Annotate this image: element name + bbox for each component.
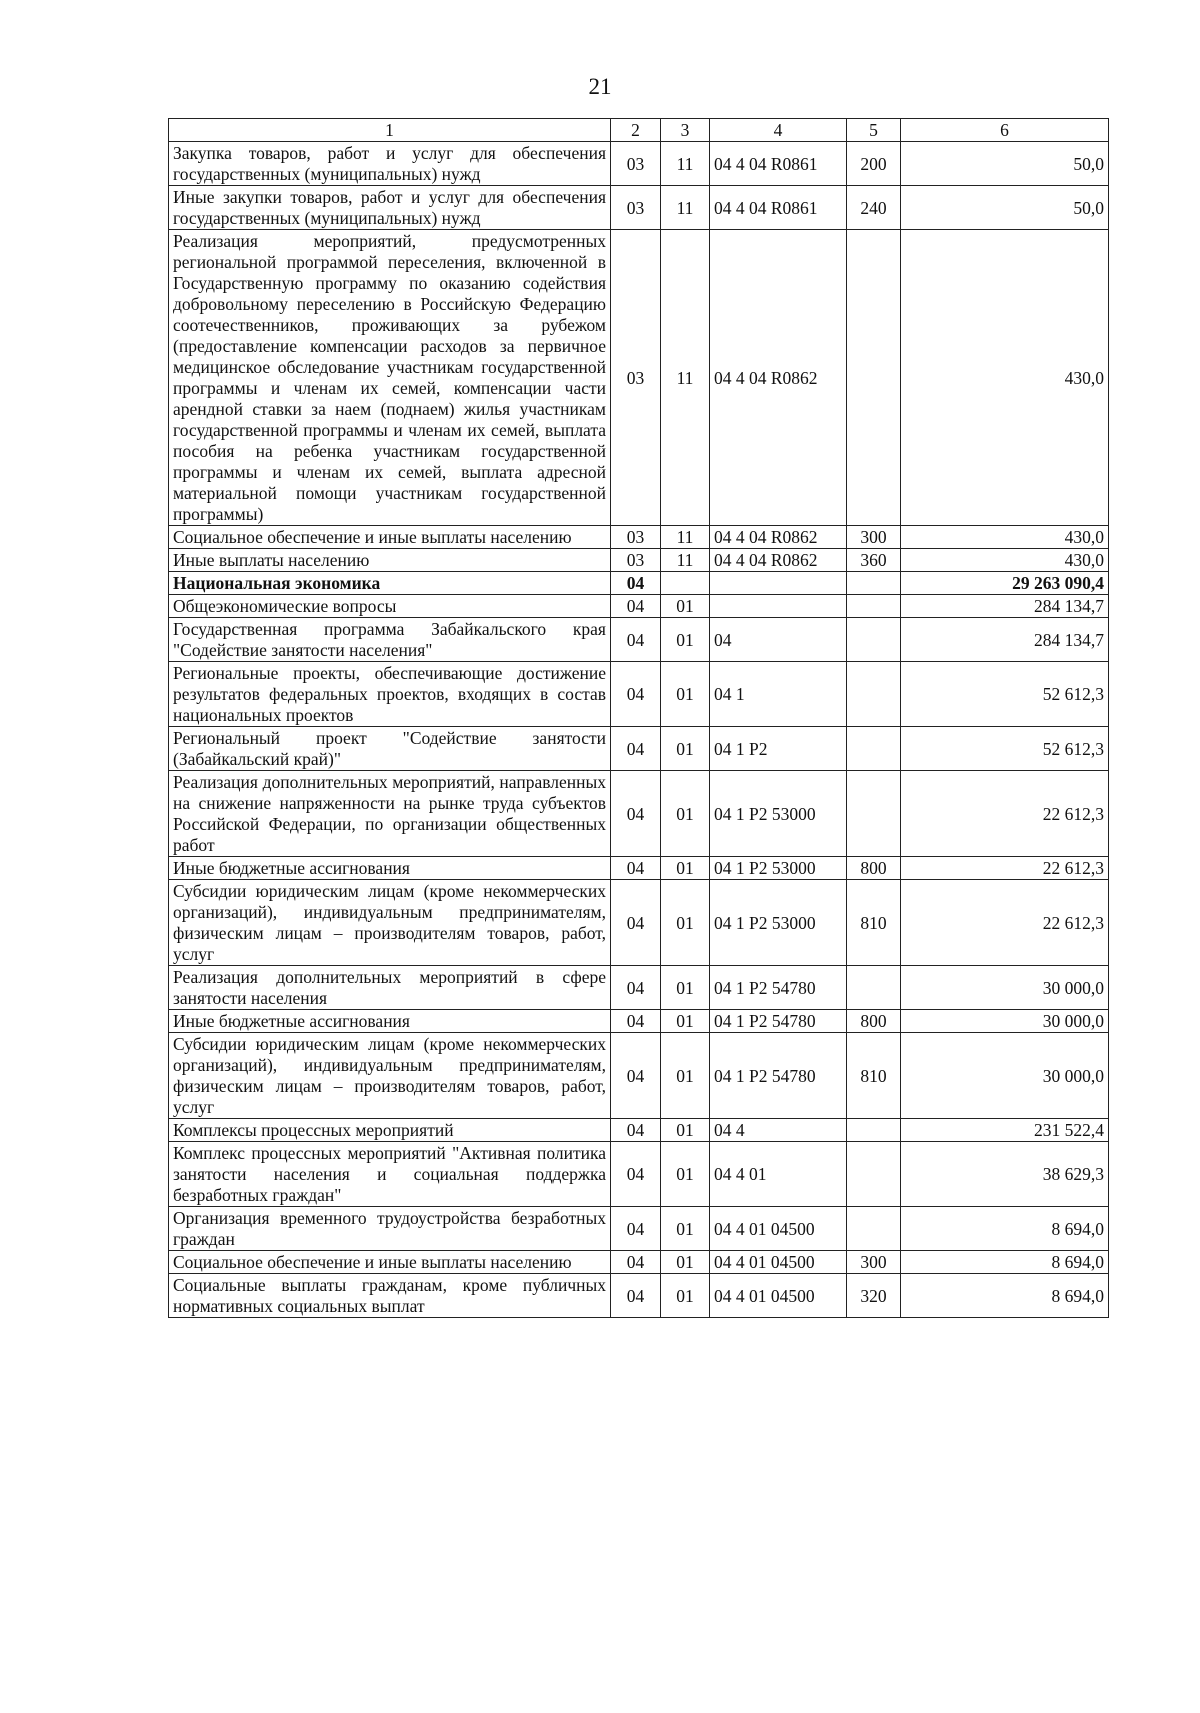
row-expense-type-cell [847, 662, 901, 727]
row-amount-cell: 30 000,0 [901, 1033, 1109, 1119]
column-header: 2 [611, 119, 661, 142]
row-subsection-cell: 11 [661, 230, 710, 526]
row-expense-type-cell: 300 [847, 526, 901, 549]
row-expense-type-cell: 200 [847, 142, 901, 186]
row-expense-type-cell [847, 1142, 901, 1207]
row-subsection-cell: 01 [661, 771, 710, 857]
row-section-cell: 04 [611, 1010, 661, 1033]
row-name-cell: Закупка товаров, работ и услуг для обеспечения государственных (муниципальных) нужд [169, 142, 611, 186]
row-section-cell: 04 [611, 572, 661, 595]
table-row [169, 662, 1109, 727]
row-target-code-cell: 04 4 04 R0861 [710, 186, 847, 230]
row-amount-cell: 284 134,7 [901, 595, 1109, 618]
row-subsection-cell: 01 [661, 1010, 710, 1033]
row-amount-cell: 22 612,3 [901, 771, 1109, 857]
row-section-cell: 04 [611, 1207, 661, 1251]
row-expense-type-cell [847, 595, 901, 618]
row-expense-type-cell [847, 1207, 901, 1251]
row-section-cell: 03 [611, 142, 661, 186]
row-name-cell: Реализация мероприятий, предусмотренных региональной программой переселения, включенной в Государственную программу по оказанию содействия добровольному переселению в Российскую Федерацию соотечественников, проживающих за рубежом (предоставление компенсации расходов за первичное медицинское обследование участникам государственной программы и членам их семей, компенсации части арендной ставки за наем (поднаем) жилья участникам государственной программы и членам их семей, выплата пособия на ребенка участникам государственной программы и членам их семей, выплата адресной материальной помощи участникам государственной программы) [169, 230, 611, 526]
row-section-cell: 04 [611, 857, 661, 880]
row-section-cell: 04 [611, 1119, 661, 1142]
row-section-cell: 04 [611, 1274, 661, 1318]
row-subsection-cell: 01 [661, 1207, 710, 1251]
row-name-cell: Иные выплаты населению [169, 549, 611, 572]
table-row [169, 880, 1109, 966]
budget-table [168, 118, 1109, 1318]
table-row [169, 572, 1109, 595]
row-name-cell: Социальные выплаты гражданам, кроме публичных нормативных социальных выплат [169, 1274, 611, 1318]
row-amount-cell: 22 612,3 [901, 880, 1109, 966]
row-amount-cell: 231 522,4 [901, 1119, 1109, 1142]
table-row [169, 966, 1109, 1010]
column-header: 5 [847, 119, 901, 142]
table-row [169, 771, 1109, 857]
row-subsection-cell: 01 [661, 1033, 710, 1119]
row-name-cell: Субсидии юридическим лицам (кроме некоммерческих организаций), индивидуальным предпринимателям, физическим лицам – производителям товаров, работ, услуг [169, 1033, 611, 1119]
row-amount-cell: 38 629,3 [901, 1142, 1109, 1207]
row-amount-cell: 430,0 [901, 549, 1109, 572]
row-section-cell: 04 [611, 1033, 661, 1119]
row-target-code-cell: 04 1 P2 53000 [710, 771, 847, 857]
row-name-cell: Общеэкономические вопросы [169, 595, 611, 618]
row-amount-cell: 430,0 [901, 526, 1109, 549]
row-subsection-cell [661, 572, 710, 595]
row-name-cell: Государственная программа Забайкальского края "Содействие занятости населения" [169, 618, 611, 662]
table-row [169, 1119, 1109, 1142]
table-row [169, 142, 1109, 186]
column-header: 1 [169, 119, 611, 142]
row-subsection-cell: 01 [661, 595, 710, 618]
row-name-cell: Иные бюджетные ассигнования [169, 1010, 611, 1033]
row-expense-type-cell [847, 966, 901, 1010]
row-name-cell: Иные закупки товаров, работ и услуг для обеспечения государственных (муниципальных) нужд [169, 186, 611, 230]
table-row [169, 618, 1109, 662]
row-target-code-cell [710, 572, 847, 595]
table-header-row [169, 119, 1109, 142]
row-expense-type-cell: 800 [847, 857, 901, 880]
row-subsection-cell: 01 [661, 1142, 710, 1207]
row-target-code-cell: 04 1 P2 54780 [710, 1033, 847, 1119]
table-body [169, 142, 1109, 1318]
row-amount-cell: 29 263 090,4 [901, 572, 1109, 595]
table-row [169, 857, 1109, 880]
table-row [169, 186, 1109, 230]
row-section-cell: 04 [611, 727, 661, 771]
row-section-cell: 03 [611, 230, 661, 526]
table-row [169, 1033, 1109, 1119]
row-amount-cell: 52 612,3 [901, 662, 1109, 727]
row-section-cell: 04 [611, 1142, 661, 1207]
row-expense-type-cell: 320 [847, 1274, 901, 1318]
row-subsection-cell: 01 [661, 618, 710, 662]
column-header: 6 [901, 119, 1109, 142]
row-expense-type-cell: 240 [847, 186, 901, 230]
row-name-cell: Иные бюджетные ассигнования [169, 857, 611, 880]
row-subsection-cell: 01 [661, 880, 710, 966]
row-expense-type-cell: 810 [847, 880, 901, 966]
row-target-code-cell: 04 4 01 [710, 1142, 847, 1207]
row-expense-type-cell [847, 572, 901, 595]
row-amount-cell: 8 694,0 [901, 1207, 1109, 1251]
table-row [169, 1142, 1109, 1207]
table-row [169, 1010, 1109, 1033]
table-row [169, 727, 1109, 771]
column-header: 4 [710, 119, 847, 142]
row-expense-type-cell [847, 771, 901, 857]
row-target-code-cell: 04 4 04 R0862 [710, 526, 847, 549]
row-name-cell: Реализация дополнительных мероприятий, направленных на снижение напряженности на рынке труда субъектов Российской Федерации, по организации общественных работ [169, 771, 611, 857]
row-name-cell: Комплекс процессных мероприятий "Активная политика занятости населения и социальная поддержка безработных граждан" [169, 1142, 611, 1207]
row-target-code-cell: 04 1 [710, 662, 847, 727]
row-section-cell: 04 [611, 880, 661, 966]
row-amount-cell: 50,0 [901, 142, 1109, 186]
row-target-code-cell: 04 4 01 04500 [710, 1207, 847, 1251]
row-subsection-cell: 01 [661, 857, 710, 880]
row-section-cell: 03 [611, 549, 661, 572]
row-amount-cell: 8 694,0 [901, 1251, 1109, 1274]
row-target-code-cell: 04 1 P2 [710, 727, 847, 771]
row-subsection-cell: 01 [661, 1119, 710, 1142]
row-expense-type-cell [847, 727, 901, 771]
row-name-cell: Региональные проекты, обеспечивающие достижение результатов федеральных проектов, входящих в состав национальных проектов [169, 662, 611, 727]
table-row [169, 595, 1109, 618]
row-name-cell: Субсидии юридическим лицам (кроме некоммерческих организаций), индивидуальным предпринимателям, физическим лицам – производителям товаров, работ, услуг [169, 880, 611, 966]
row-section-cell: 04 [611, 966, 661, 1010]
row-target-code-cell [710, 595, 847, 618]
table-row [169, 1274, 1109, 1318]
row-name-cell: Региональный проект "Содействие занятости (Забайкальский край)" [169, 727, 611, 771]
row-target-code-cell: 04 4 04 R0862 [710, 549, 847, 572]
row-name-cell: Социальное обеспечение и иные выплаты населению [169, 1251, 611, 1274]
row-subsection-cell: 11 [661, 142, 710, 186]
table-row [169, 526, 1109, 549]
row-section-cell: 04 [611, 662, 661, 727]
row-expense-type-cell [847, 1119, 901, 1142]
row-target-code-cell: 04 1 P2 54780 [710, 1010, 847, 1033]
page-number: 21 [588, 74, 612, 99]
row-subsection-cell: 01 [661, 662, 710, 727]
row-name-cell: Организация временного трудоустройства безработных граждан [169, 1207, 611, 1251]
row-amount-cell: 284 134,7 [901, 618, 1109, 662]
table-row [169, 1251, 1109, 1274]
row-subsection-cell: 01 [661, 966, 710, 1010]
row-amount-cell: 30 000,0 [901, 966, 1109, 1010]
row-target-code-cell: 04 4 04 R0861 [710, 142, 847, 186]
row-subsection-cell: 11 [661, 186, 710, 230]
row-section-cell: 04 [611, 771, 661, 857]
row-target-code-cell: 04 1 P2 53000 [710, 880, 847, 966]
row-expense-type-cell: 810 [847, 1033, 901, 1119]
row-subsection-cell: 11 [661, 549, 710, 572]
row-target-code-cell: 04 4 01 04500 [710, 1251, 847, 1274]
row-name-cell: Комплексы процессных мероприятий [169, 1119, 611, 1142]
row-expense-type-cell: 300 [847, 1251, 901, 1274]
row-target-code-cell: 04 4 01 04500 [710, 1274, 847, 1318]
row-subsection-cell: 01 [661, 727, 710, 771]
row-name-cell: Социальное обеспечение и иные выплаты населению [169, 526, 611, 549]
row-section-cell: 04 [611, 1251, 661, 1274]
row-amount-cell: 50,0 [901, 186, 1109, 230]
row-target-code-cell: 04 1 P2 54780 [710, 966, 847, 1010]
row-target-code-cell: 04 4 04 R0862 [710, 230, 847, 526]
row-amount-cell: 30 000,0 [901, 1010, 1109, 1033]
row-expense-type-cell: 800 [847, 1010, 901, 1033]
row-expense-type-cell [847, 230, 901, 526]
row-amount-cell: 52 612,3 [901, 727, 1109, 771]
table-row [169, 1207, 1109, 1251]
row-section-cell: 03 [611, 526, 661, 549]
row-target-code-cell: 04 4 [710, 1119, 847, 1142]
table-row [169, 549, 1109, 572]
row-expense-type-cell: 360 [847, 549, 901, 572]
row-target-code-cell: 04 [710, 618, 847, 662]
row-amount-cell: 8 694,0 [901, 1274, 1109, 1318]
row-target-code-cell: 04 1 P2 53000 [710, 857, 847, 880]
row-subsection-cell: 11 [661, 526, 710, 549]
row-name-cell: Реализация дополнительных мероприятий в сфере занятости населения [169, 966, 611, 1010]
row-section-cell: 04 [611, 595, 661, 618]
row-subsection-cell: 01 [661, 1274, 710, 1318]
row-subsection-cell: 01 [661, 1251, 710, 1274]
row-section-cell: 04 [611, 618, 661, 662]
column-header: 3 [661, 119, 710, 142]
row-amount-cell: 430,0 [901, 230, 1109, 526]
row-name-cell: Национальная экономика [169, 572, 611, 595]
row-expense-type-cell [847, 618, 901, 662]
table-row [169, 230, 1109, 526]
row-amount-cell: 22 612,3 [901, 857, 1109, 880]
row-section-cell: 03 [611, 186, 661, 230]
